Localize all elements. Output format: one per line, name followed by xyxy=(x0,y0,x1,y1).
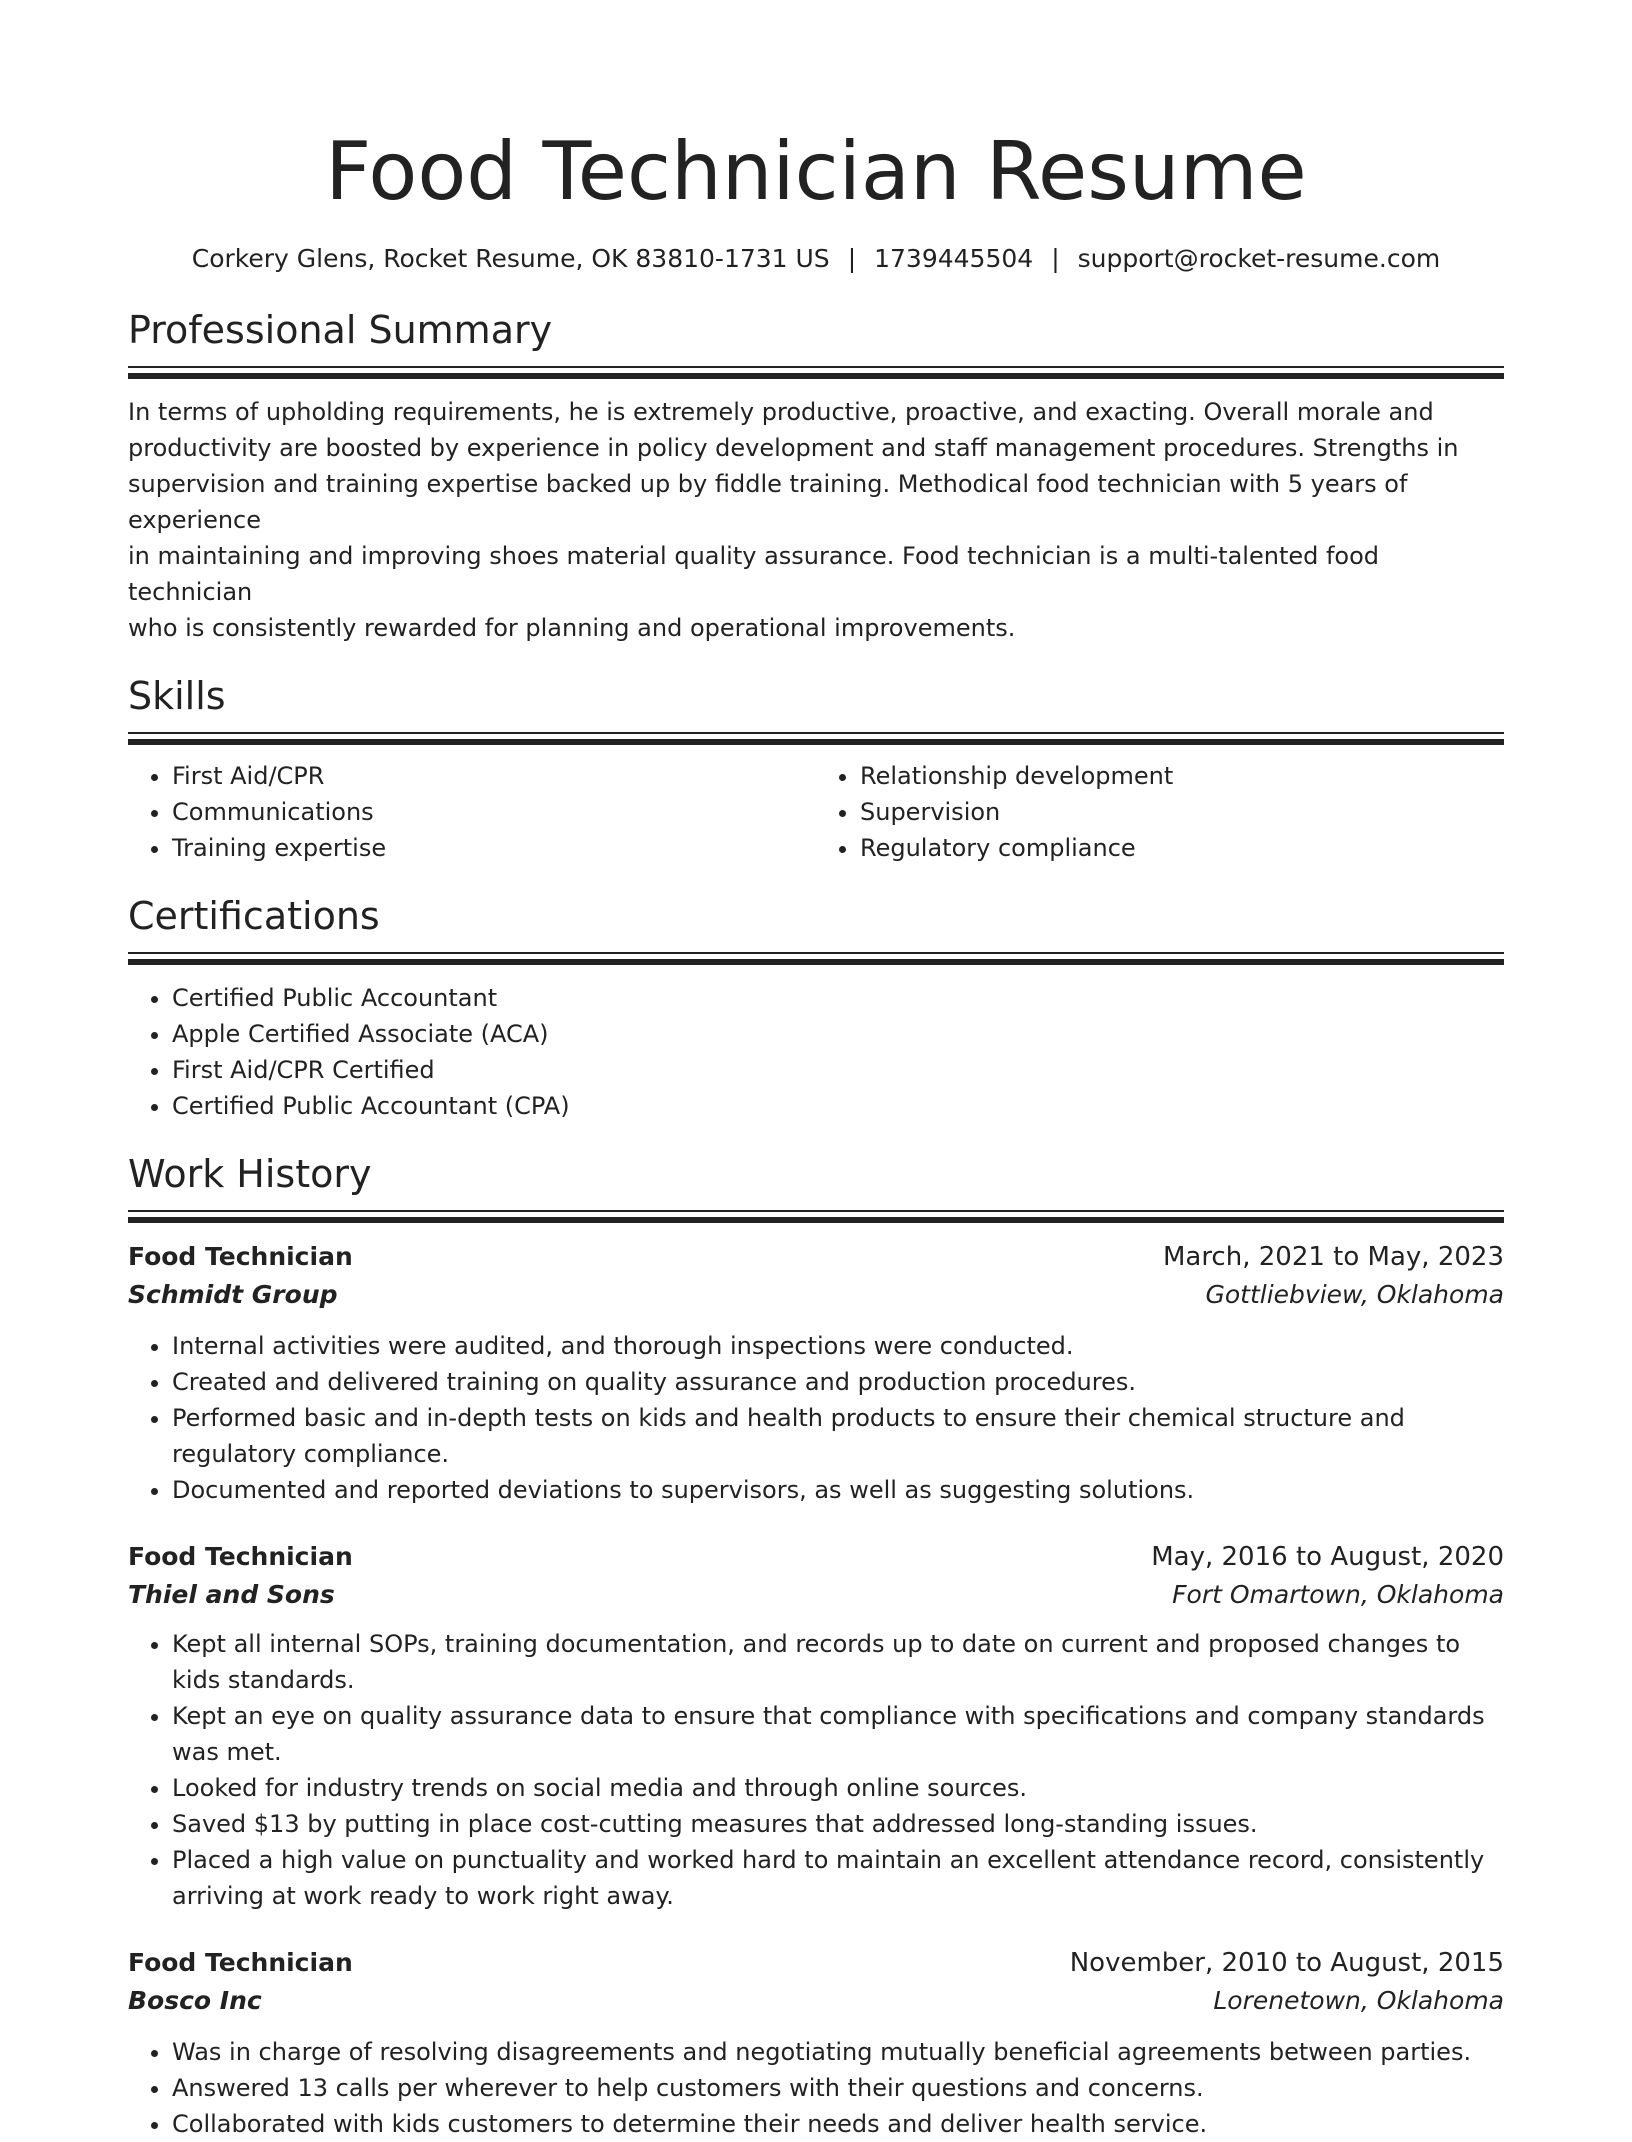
skill-item: • Communications xyxy=(172,794,816,830)
skill-item: • First Aid/CPR xyxy=(172,758,816,794)
job-bullet: • Looked for industry trends on social media and through online sources. xyxy=(172,1770,1504,1806)
summary-line: In terms of upholding requirements, he is extremely productive, proactive, and exacting. Overall morale and xyxy=(128,398,1434,426)
certification-item: • Certified Public Accountant xyxy=(172,980,1504,1016)
job-subheader xyxy=(128,1276,1504,1314)
summary-section xyxy=(128,306,1504,646)
job-bullets xyxy=(128,2034,1504,2142)
summary-line: in maintaining and improving shoes material quality assurance. Food technician is a multi-talented food technician xyxy=(128,542,1380,606)
job-bullet: • Internal activities were audited, and thorough inspections were conducted. xyxy=(172,1328,1504,1364)
contact-phone: 1739445504 xyxy=(874,244,1034,273)
skill-item: • Relationship development xyxy=(860,758,1504,794)
job-dates: March, 2021 to May, 2023 xyxy=(1162,1242,1504,1272)
resume-title: Food Technician Resume xyxy=(325,125,1307,218)
job-subheader xyxy=(128,1982,1504,2020)
skills-list-left xyxy=(128,758,816,866)
job-bullet: • Collaborated with kids customers to determine their needs and deliver health service. xyxy=(172,2106,1504,2142)
contact-separator: | xyxy=(1051,244,1060,273)
job-bullets xyxy=(128,1328,1504,1508)
job-header xyxy=(128,1538,1504,1576)
job-bullet: • Answered 13 calls per wherever to help customers with their questions and concerns. xyxy=(172,2070,1504,2106)
job-entry xyxy=(128,1538,1504,1914)
job-bullet: • Kept an eye on quality assurance data to ensure that compliance with specifications and company standards was met. xyxy=(172,1698,1504,1770)
section-divider xyxy=(128,952,1504,964)
summary-line: productivity are boosted by experience in policy development and staff management procedures. Strengths in xyxy=(128,434,1459,462)
job-location: Lorenetown, Oklahoma xyxy=(1213,1986,1504,2015)
contact-separator: | xyxy=(847,244,857,273)
summary-text xyxy=(128,394,1504,646)
contact-email: support@rocket-resume.com xyxy=(1077,244,1441,273)
job-bullet: • Created and delivered training on quality assurance and production procedures. xyxy=(172,1364,1504,1400)
skills-section xyxy=(128,672,1504,866)
job-dates: November, 2010 to August, 2015 xyxy=(1069,1948,1504,1978)
certifications-section xyxy=(128,892,1504,1124)
certification-item: • First Aid/CPR Certified xyxy=(172,1052,1504,1088)
job-entry xyxy=(128,1944,1504,2142)
skill-item: • Regulatory compliance xyxy=(860,830,1504,866)
section-divider xyxy=(128,732,1504,744)
job-bullet: • Performed basic and in-depth tests on kids and health products to ensure their chemical structure and regulatory compliance. xyxy=(172,1400,1504,1472)
summary-line: who is consistently rewarded for planning and operational improvements. xyxy=(128,614,1016,642)
section-divider xyxy=(128,1210,1504,1222)
resume-page xyxy=(128,0,1504,2142)
job-title: Food Technician xyxy=(128,1948,353,1977)
job-bullet: • Saved $13 by putting in place cost-cutting measures that addressed long-standing issues. xyxy=(172,1806,1504,1842)
section-heading: Professional Summary xyxy=(128,308,553,352)
skill-item: • Supervision xyxy=(860,794,1504,830)
job-title: Food Technician xyxy=(128,1242,353,1271)
job-bullet: • Documented and reported deviations to supervisors, as well as suggesting solutions. xyxy=(172,1472,1504,1508)
job-company: Thiel and Sons xyxy=(128,1580,335,1609)
certification-item: • Certified Public Accountant (CPA) xyxy=(172,1088,1504,1124)
section-heading: Certifications xyxy=(128,894,380,938)
section-heading: Work History xyxy=(128,1152,372,1196)
summary-line: supervision and training expertise backed up by fiddle training. Methodical food technician with 5 years of experience xyxy=(128,470,1408,534)
job-company: Bosco Inc xyxy=(128,1986,262,2015)
job-entry xyxy=(128,1238,1504,1508)
job-company: Schmidt Group xyxy=(128,1280,338,1309)
job-location: Fort Omartown, Oklahoma xyxy=(1172,1580,1504,1609)
section-divider xyxy=(128,366,1504,378)
job-bullets xyxy=(128,1626,1504,1914)
job-location: Gottliebview, Oklahoma xyxy=(1205,1280,1504,1309)
job-subheader xyxy=(128,1576,1504,1614)
job-title: Food Technician xyxy=(128,1542,353,1571)
skill-item: • Training expertise xyxy=(172,830,816,866)
contact-line xyxy=(128,242,1504,276)
job-header xyxy=(128,1944,1504,1982)
contact-address: Corkery Glens, Rocket Resume, OK 83810-1731 US xyxy=(191,244,830,273)
skills-list-right xyxy=(816,758,1504,866)
skills-columns xyxy=(128,758,1504,866)
job-bullet: • Kept all internal SOPs, training documentation, and records up to date on current and proposed changes to kids standards. xyxy=(172,1626,1504,1698)
section-heading: Skills xyxy=(128,674,226,718)
certification-item: • Apple Certified Associate (ACA) xyxy=(172,1016,1504,1052)
work-history-section xyxy=(128,1150,1504,2142)
job-header xyxy=(128,1238,1504,1276)
job-bullet: • Was in charge of resolving disagreements and negotiating mutually beneficial agreements between parties. xyxy=(172,2034,1504,2070)
job-dates: May, 2016 to August, 2020 xyxy=(1151,1542,1504,1572)
certifications-list xyxy=(128,980,1504,1124)
job-bullet: • Placed a high value on punctuality and worked hard to maintain an excellent attendance record, consistently arriving at work ready to work right away. xyxy=(172,1842,1504,1914)
